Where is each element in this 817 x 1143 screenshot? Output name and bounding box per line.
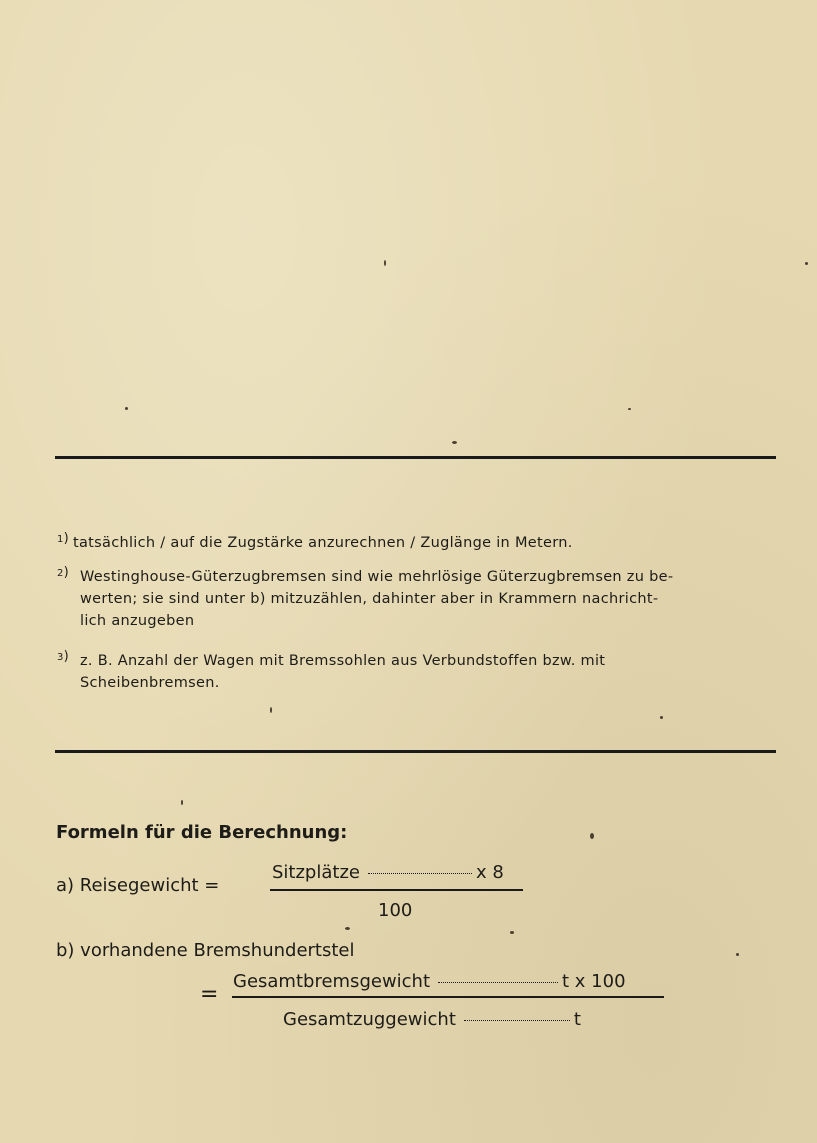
formula-heading: Formeln für die Berechnung: <box>56 822 348 843</box>
formula-b-equals-sign: = <box>200 982 219 1007</box>
formula-b-fraction-bar <box>232 996 664 998</box>
footnote-2-line-3: lich anzugeben <box>80 613 195 629</box>
footnote-2-marker: 2) <box>57 565 70 580</box>
formula-b-numerator-text: Gesamtbremsgewicht <box>233 971 431 992</box>
horizontal-rule-bottom <box>55 750 776 753</box>
formula-a-numerator <box>272 862 504 883</box>
footnote-3-line-1: z. B. Anzahl der Wagen mit Bremssohlen aus Verbundstoffen bzw. mit <box>80 653 606 669</box>
footnote-2-line-1: Westinghouse-Güterzugbremsen sind wie mehrlösige Güterzugbremsen zu be- <box>80 569 674 585</box>
formula-b-denominator <box>283 1009 581 1030</box>
faded-bleed-through-text <box>320 30 330 65</box>
formula-a-label: a) Reisegewicht = <box>56 875 220 896</box>
formula-a-fraction-bar <box>270 889 523 891</box>
paper-speck <box>736 953 739 956</box>
formula-b-numerator-suffix: t x 100 <box>562 971 626 992</box>
footnote-2-line-2: werten; sie sind unter b) mitzuzählen, dahinter aber in Krammern nachricht- <box>80 591 659 607</box>
paper-speck <box>384 260 386 266</box>
formula-b-numerator <box>233 971 626 992</box>
footnote-2 <box>57 566 782 632</box>
formula-b-denominator-fill-in-dots <box>464 1020 570 1021</box>
footnote-3-text <box>57 650 782 694</box>
paper-speck <box>660 716 663 719</box>
paper-speck <box>270 707 272 713</box>
paper-speck <box>125 407 128 410</box>
paper-speck <box>590 833 594 839</box>
formula-a-denominator: 100 <box>378 900 413 921</box>
footnote-3-line-2: Scheibenbremsen. <box>80 675 220 691</box>
formula-a-fill-in-dots <box>368 873 472 874</box>
formula-b-label: b) vorhandene Bremshundertstel <box>56 940 355 961</box>
footnote-3 <box>57 650 782 694</box>
paper-speck <box>452 441 457 444</box>
formula-b-denominator-suffix: t <box>573 1009 581 1030</box>
formula-a-numerator-suffix: x 8 <box>475 862 504 883</box>
footnote-1 <box>57 532 782 554</box>
footnote-1-text: tatsächlich / auf die Zugstärke anzurechnen / Zuglänge in Metern. <box>73 535 573 551</box>
footnote-1-marker: 1) <box>57 531 70 546</box>
paper-speck <box>510 931 514 934</box>
formula-a-numerator-text: Sitzplätze <box>272 862 360 883</box>
paper-speck <box>345 927 350 930</box>
paper-speck <box>628 408 631 410</box>
formula-b-numerator-fill-in-dots <box>438 982 558 983</box>
paper-speck <box>181 800 183 805</box>
paper-speck <box>805 262 808 265</box>
footnote-2-text <box>57 566 782 632</box>
formula-b-denominator-text: Gesamtzuggewicht <box>283 1009 456 1030</box>
footnote-3-marker: 3) <box>57 649 70 664</box>
horizontal-rule-top <box>55 456 776 459</box>
